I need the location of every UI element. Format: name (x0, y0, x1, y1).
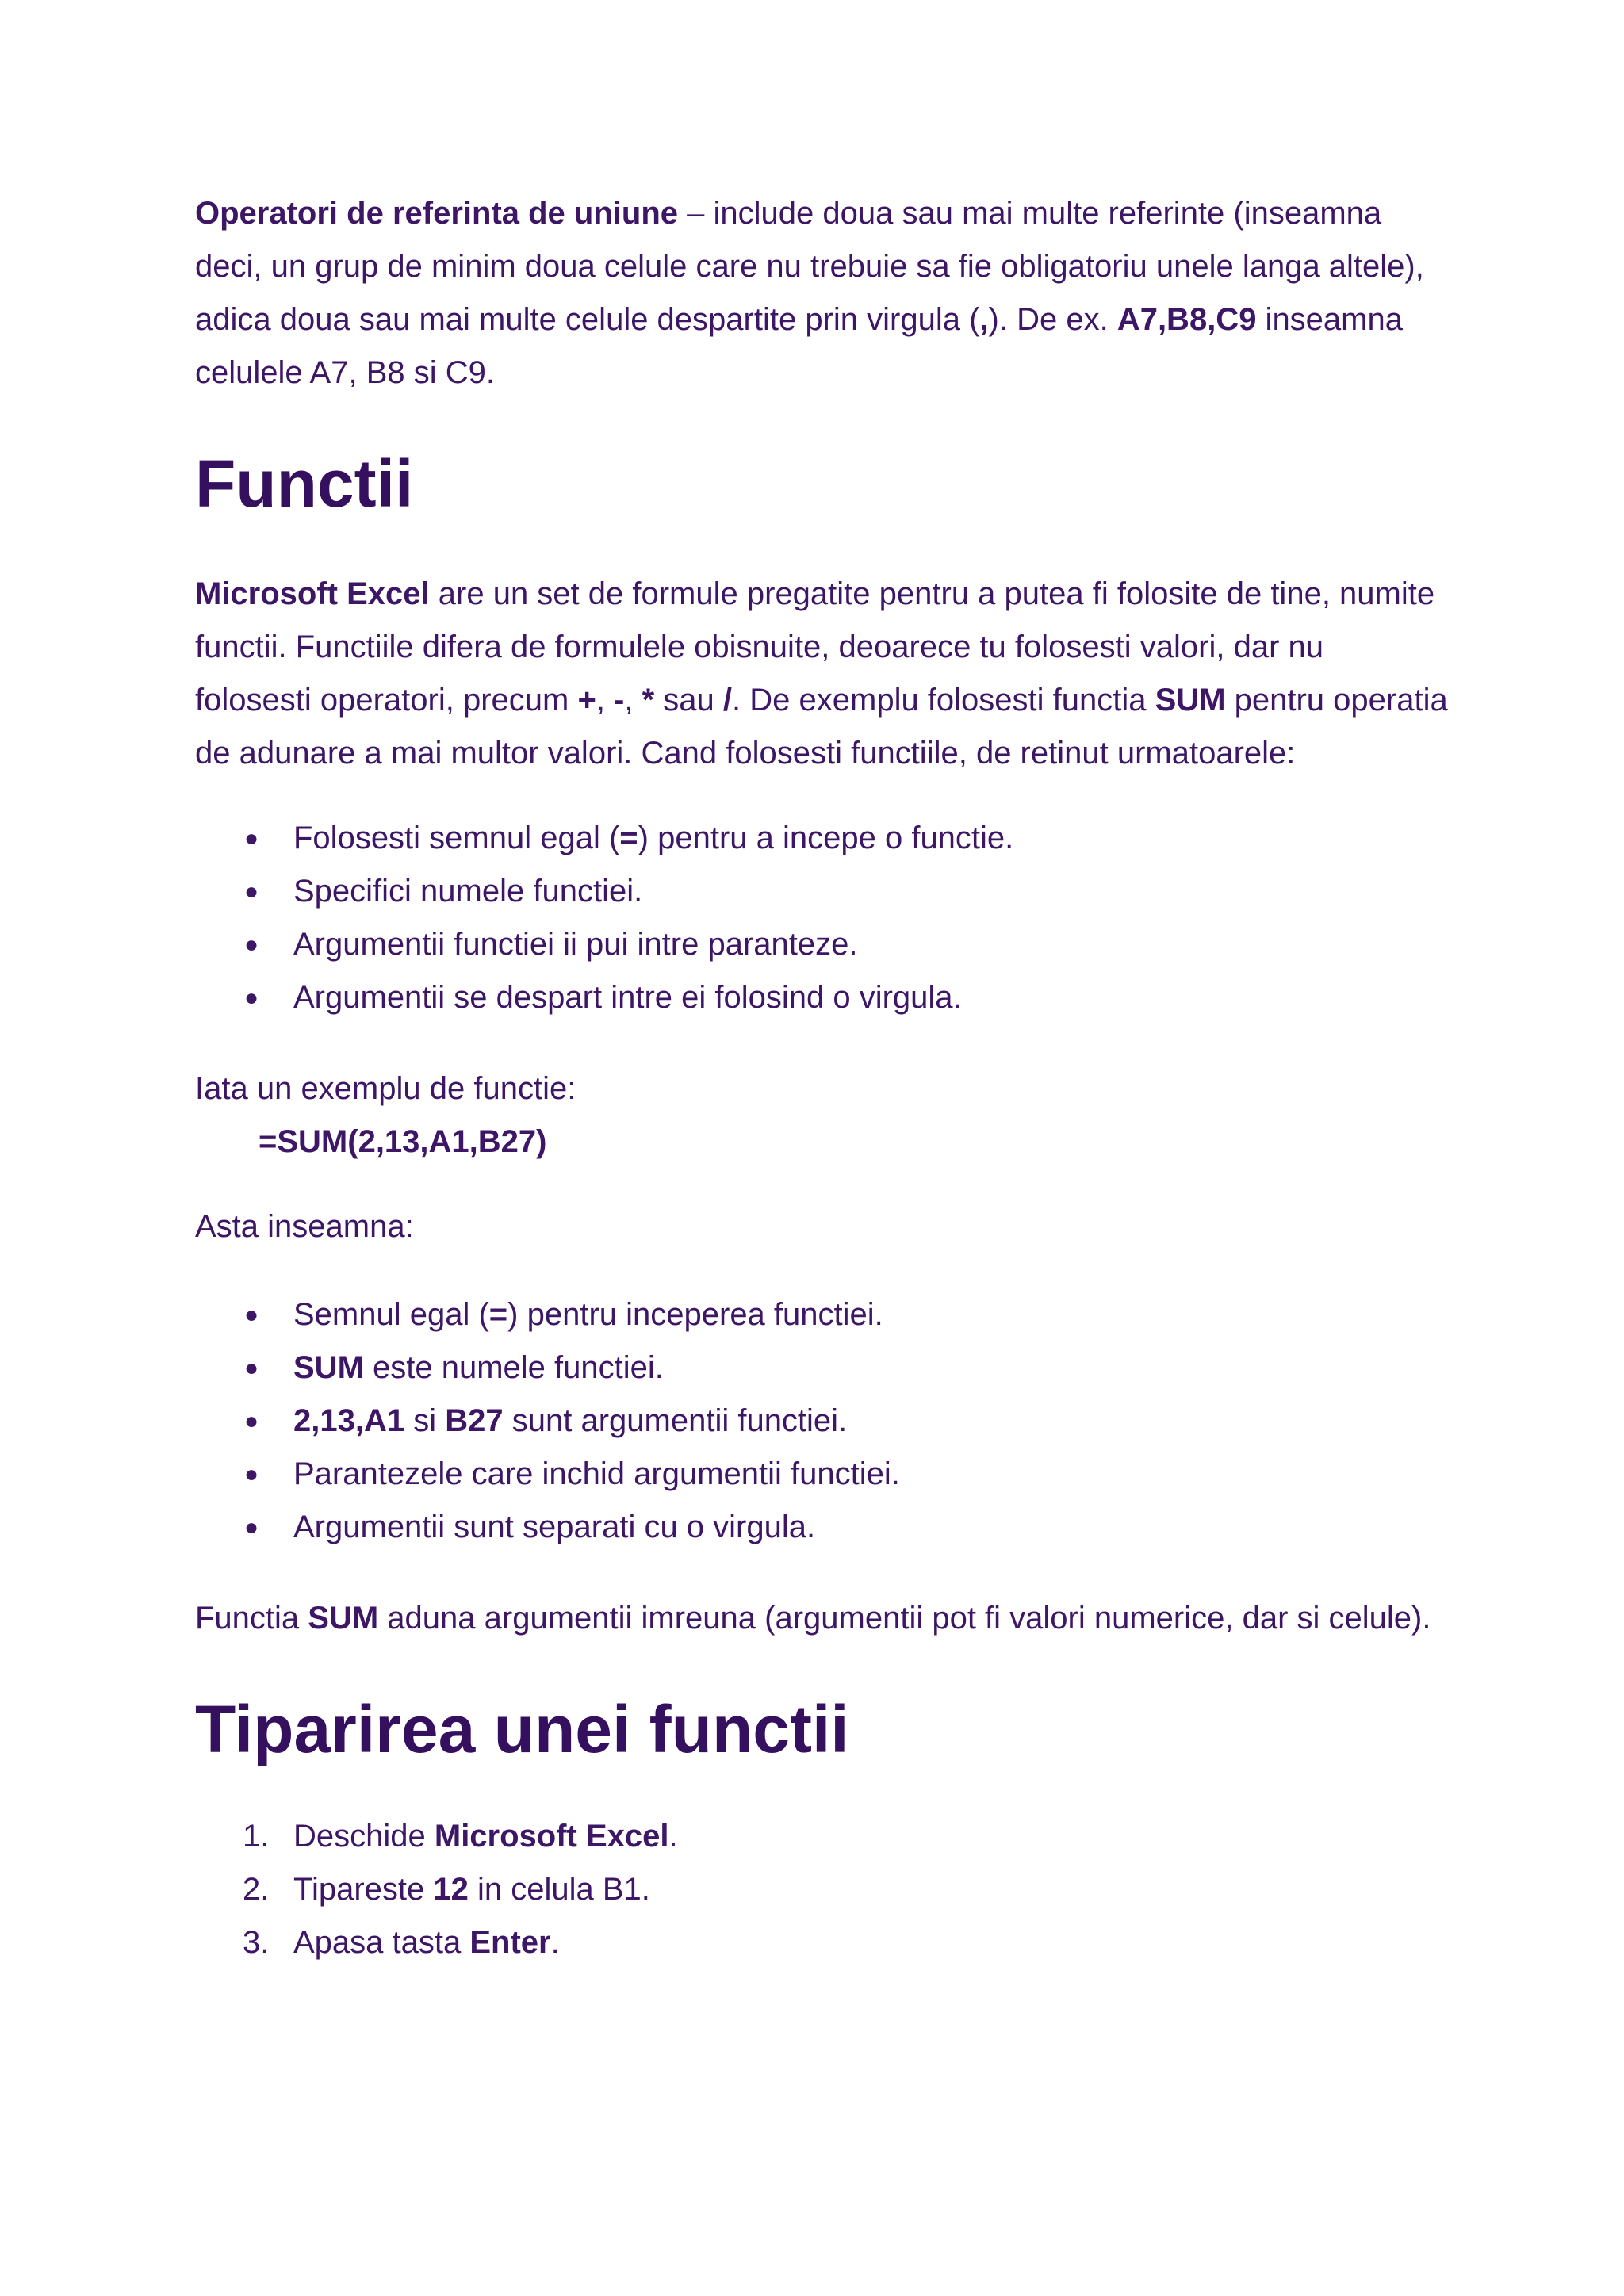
steps-list (195, 1810, 1448, 1969)
bullet-icon: ● (244, 1355, 259, 1381)
bullet-icon: ● (244, 878, 259, 905)
union-example: A7,B8,C9 (1116, 302, 1257, 337)
sum-function-paragraph: Functia SUM aduna argumentii imreuna (argumentii pot fi valori numerice, dar si celule). (195, 1601, 1431, 1636)
step-item: 3. Apasa tasta Enter. (243, 1925, 560, 1960)
list-item: ● Parantezele care inchid argumentii functiei. (195, 1448, 1448, 1501)
bullet-icon: ● (244, 1514, 259, 1540)
bullet-icon: ● (244, 985, 259, 1011)
bullet-icon: ● (244, 825, 259, 851)
formula-example: =SUM(2,13,A1,B27) (259, 1124, 547, 1159)
meaning-label: Asta inseamna: (195, 1209, 414, 1244)
list-item: ● Argumentii se despart intre ei folosind o virgula. (195, 971, 1448, 1024)
step-item: 2. Tipareste 12 in celula B1. (243, 1872, 650, 1907)
list-item: ● Folosesti semnul egal (=) pentru a incepe o functie. (195, 812, 1448, 865)
union-operators-paragraph: Operatori de referinta de uniune – include doua sau mai multe referinte (inseamna deci, un grup de minim doua celule care nu trebuie sa fie obligatoriu unele langa altele), adica doua sau mai multe celule despartite prin virgula (,). De ex. A7,B8,C9 inseamna celulele A7, B8 si C9. (195, 196, 1424, 390)
bullet-icon: ● (244, 1302, 259, 1328)
list-item: ● Specifici numele functiei. (195, 865, 1448, 918)
document-page (195, 187, 1448, 1969)
list-item: ● Argumentii functiei ii pui intre paranteze. (195, 918, 1448, 971)
list-item: ● Semnul egal (=) pentru inceperea functiei. (195, 1288, 1448, 1341)
list-item: ● Argumentii sunt separati cu o virgula. (195, 1501, 1448, 1554)
step-item: 1. Deschide Microsoft Excel. (243, 1819, 678, 1854)
bullet-icon: ● (244, 932, 259, 958)
list-item: ● SUM este numele functiei. (195, 1341, 1448, 1395)
example-label: Iata un exemplu de functie: (195, 1071, 576, 1106)
bullet-icon: ● (244, 1408, 259, 1434)
excel-functions-paragraph: Microsoft Excel are un set de formule pregatite pentru a putea fi folosite de tine, numite functii. Functiile difera de formulele obisnuite, deoarece tu folosesti valori, dar nu folosesti operatori, precum +, -, * sau /. De exemplu folosesti functia SUM pentru operatia de adunare a mai multor valori. Cand folosesti functiile, de retinut urmatoarele: (195, 576, 1448, 771)
bullet-icon: ● (244, 1461, 259, 1487)
function-rules-list (195, 812, 1448, 1024)
heading-functii: Functii (195, 446, 414, 521)
union-operators-term: Operatori de referinta de uniune (195, 196, 679, 231)
list-item: ● 2,13,A1 si B27 sunt argumentii functiei. (195, 1395, 1448, 1448)
heading-tiparirea: Tiparirea unei functii (195, 1692, 849, 1766)
formula-meaning-list (195, 1288, 1448, 1554)
